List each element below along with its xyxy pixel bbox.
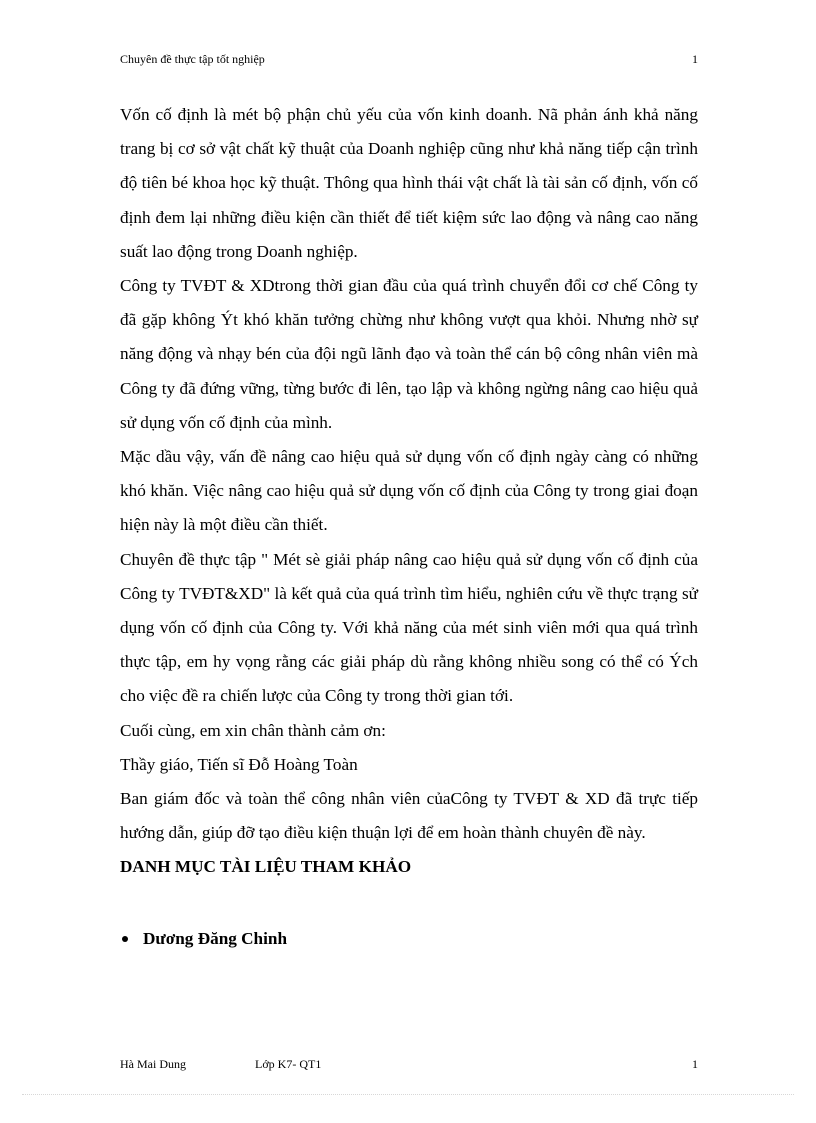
reference-item-label: Dương Đăng Chinh xyxy=(143,929,288,949)
body-text xyxy=(120,98,698,956)
paragraph-company-thanks: Ban giám đốc và toàn thể công nhân viên củaCông ty TVĐT & XD đã trực tiếp hướng dẫn, giúp đỡ tạo điều kiện thuận lợi để em hoàn thành chuyên đề này. xyxy=(120,789,698,843)
references-heading: DANH MỤC TÀI LIỆU THAM KHẢO xyxy=(120,857,412,877)
reference-item xyxy=(120,922,698,956)
footer-author: Hà Mai Dung xyxy=(120,1057,186,1071)
paragraph-thanks: Cuối cùng, em xin chân thành cảm ơn: xyxy=(120,720,386,740)
page-header xyxy=(120,52,698,67)
paragraph-company-history: Công ty TVĐT & XDtrong thời gian đầu của quá trình chuyển đổi cơ chế Công ty đã gặp không Ýt khó khăn tưởng chừng như không vượt qua khỏi. Nhưng nhờ sự năng động và nhạy bén của đội ngũ lãnh đạo và toàn thể cán bộ công nhân viên mà Công ty đã đứng vững, từng bước đi lên, tạo lập và không ngừng nâng cao hiệu quả sử dụng vốn cố định của mình. xyxy=(120,276,698,432)
paragraph-difficulties: Mặc dầu vậy, vấn đề nâng cao hiệu quả sử dụng vốn cố định ngày càng có những khó khăn. Việc nâng cao hiệu quả sử dụng vốn cố định của Công ty trong giai đoạn hiện này là một điều cần thiết. xyxy=(120,447,698,535)
paragraph-supervisor: Thầy giáo, Tiến sĩ Đỗ Hoàng Toàn xyxy=(120,754,358,774)
header-title: Chuyên đề thực tập tốt nghiệp xyxy=(120,52,265,66)
page-divider xyxy=(22,1094,794,1095)
bullet-icon xyxy=(122,936,128,942)
footer-class: Lớp K7- QT1 xyxy=(255,1057,322,1071)
references-list xyxy=(120,922,698,956)
footer-page-number: 1 xyxy=(692,1057,698,1071)
paragraph-fixed-capital: Vốn cố định là mét bộ phận chủ yếu của vốn kinh doanh. Nã phản ánh khả năng trang bị cơ sở vật chất kỹ thuật của Doanh nghiệp cũng như khả năng tiếp cận trình độ tiên bé khoa học kỹ thuật. Thông qua hình thái vật chất là tài sản cố định, vốn cố định đem lại những điều kiện cần thiết để tiết kiệm sức lao động và nâng cao năng suất lao động trong Doanh nghiệp. xyxy=(120,105,698,261)
header-page-number: 1 xyxy=(692,52,698,66)
paragraph-report-intro: Chuyên đề thực tập " Mét sè giải pháp nâng cao hiệu quả sử dụng vốn cố định của Công ty TVĐT&XD" là kết quả của quá trình tìm hiểu, nghiên cứu về thực trạng sử dụng vốn cố định của Công ty. Với khả năng của mét sinh viên mới qua quá trình thực tập, em hy vọng rằng các giải pháp dù rằng không nhiều song có thể có Ých cho việc đề ra chiến lược của Công ty trong thời gian tới. xyxy=(120,549,698,706)
